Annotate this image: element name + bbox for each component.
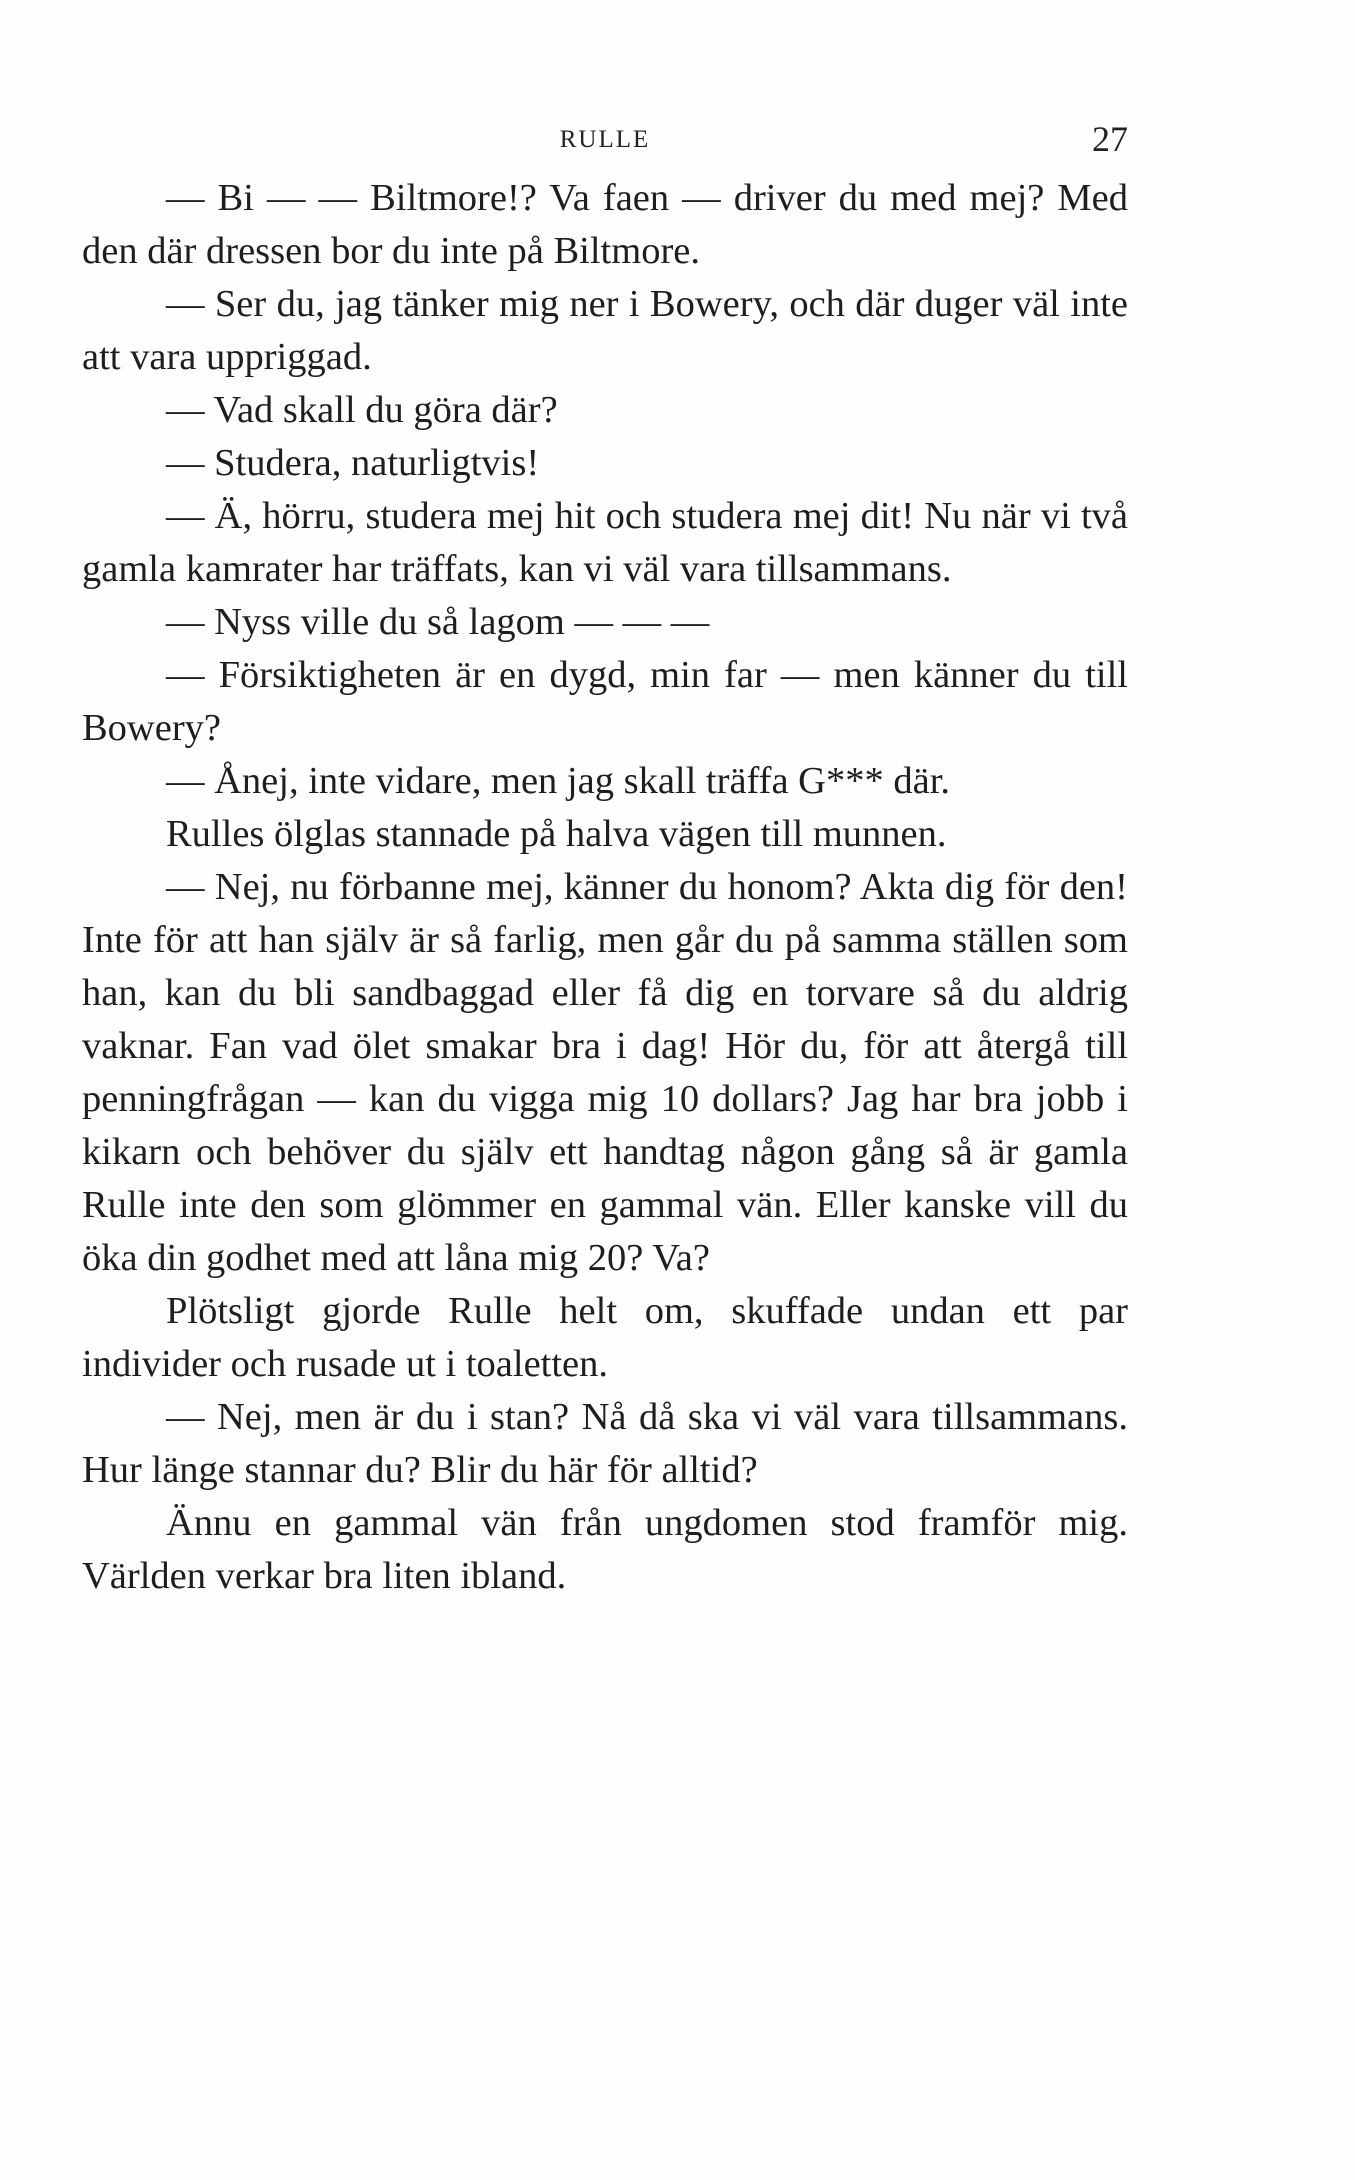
paragraph: Ännu en gammal vän från ungdomen stod framför mig. Världen verkar bra liten ibland. [82,1502,1128,1597]
paragraph: — Studera, naturligtvis! [166,442,540,484]
running-head [82,118,1128,158]
paragraph: — Försiktigheten är en dygd, min far — men känner du till Bowery? [82,654,1128,749]
paragraph: — Vad skall du göra där? [166,389,558,431]
page-number: 27 [1092,119,1128,159]
paragraph: Rulles ölglas stannade på halva vägen till munnen. [166,813,947,855]
paragraph: — Ånej, inte vidare, men jag skall träffa G*** där. [166,760,951,802]
body-text [82,172,1128,1603]
paragraph: — Ser du, jag tänker mig ner i Bowery, och där duger väl inte att vara uppriggad. [82,283,1128,378]
paragraph: — Bi — — Biltmore!? Va faen — driver du med mej? Med den där dressen bor du inte på Biltmore. [82,177,1128,272]
paragraph: — Ä, hörru, studera mej hit och studera mej dit! Nu när vi två gamla kamrater har träffats, kan vi väl vara tillsammans. [82,495,1128,590]
paragraph: — Nyss ville du så lagom — — — [166,601,710,643]
paragraph: — Nej, nu förbanne mej, känner du honom? Akta dig för den! Inte för att han själv är så farlig, men går du på samma ställen som han, kan du bli sandbaggad eller få dig en torvare så du aldrig vaknar. Fan vad ölet smakar bra i dag! Hör du, för att återgå till penningfrågan — kan du vigga mig 10 dollars? Jag har bra jobb i kikarn och behöver du själv ett handtag någon gång så är gamla Rulle inte den som glömmer en gammal vän. Eller kanske vill du öka din godhet med att låna mig 20? Va? [82,866,1128,1279]
paragraph: Plötsligt gjorde Rulle helt om, skuffade undan ett par individer och rusade ut i toaletten. [82,1290,1128,1385]
running-title: RULLE [559,126,651,153]
paragraph: — Nej, men är du i stan? Nå då ska vi väl vara tillsammans. Hur länge stannar du? Blir du här för alltid? [82,1396,1128,1491]
